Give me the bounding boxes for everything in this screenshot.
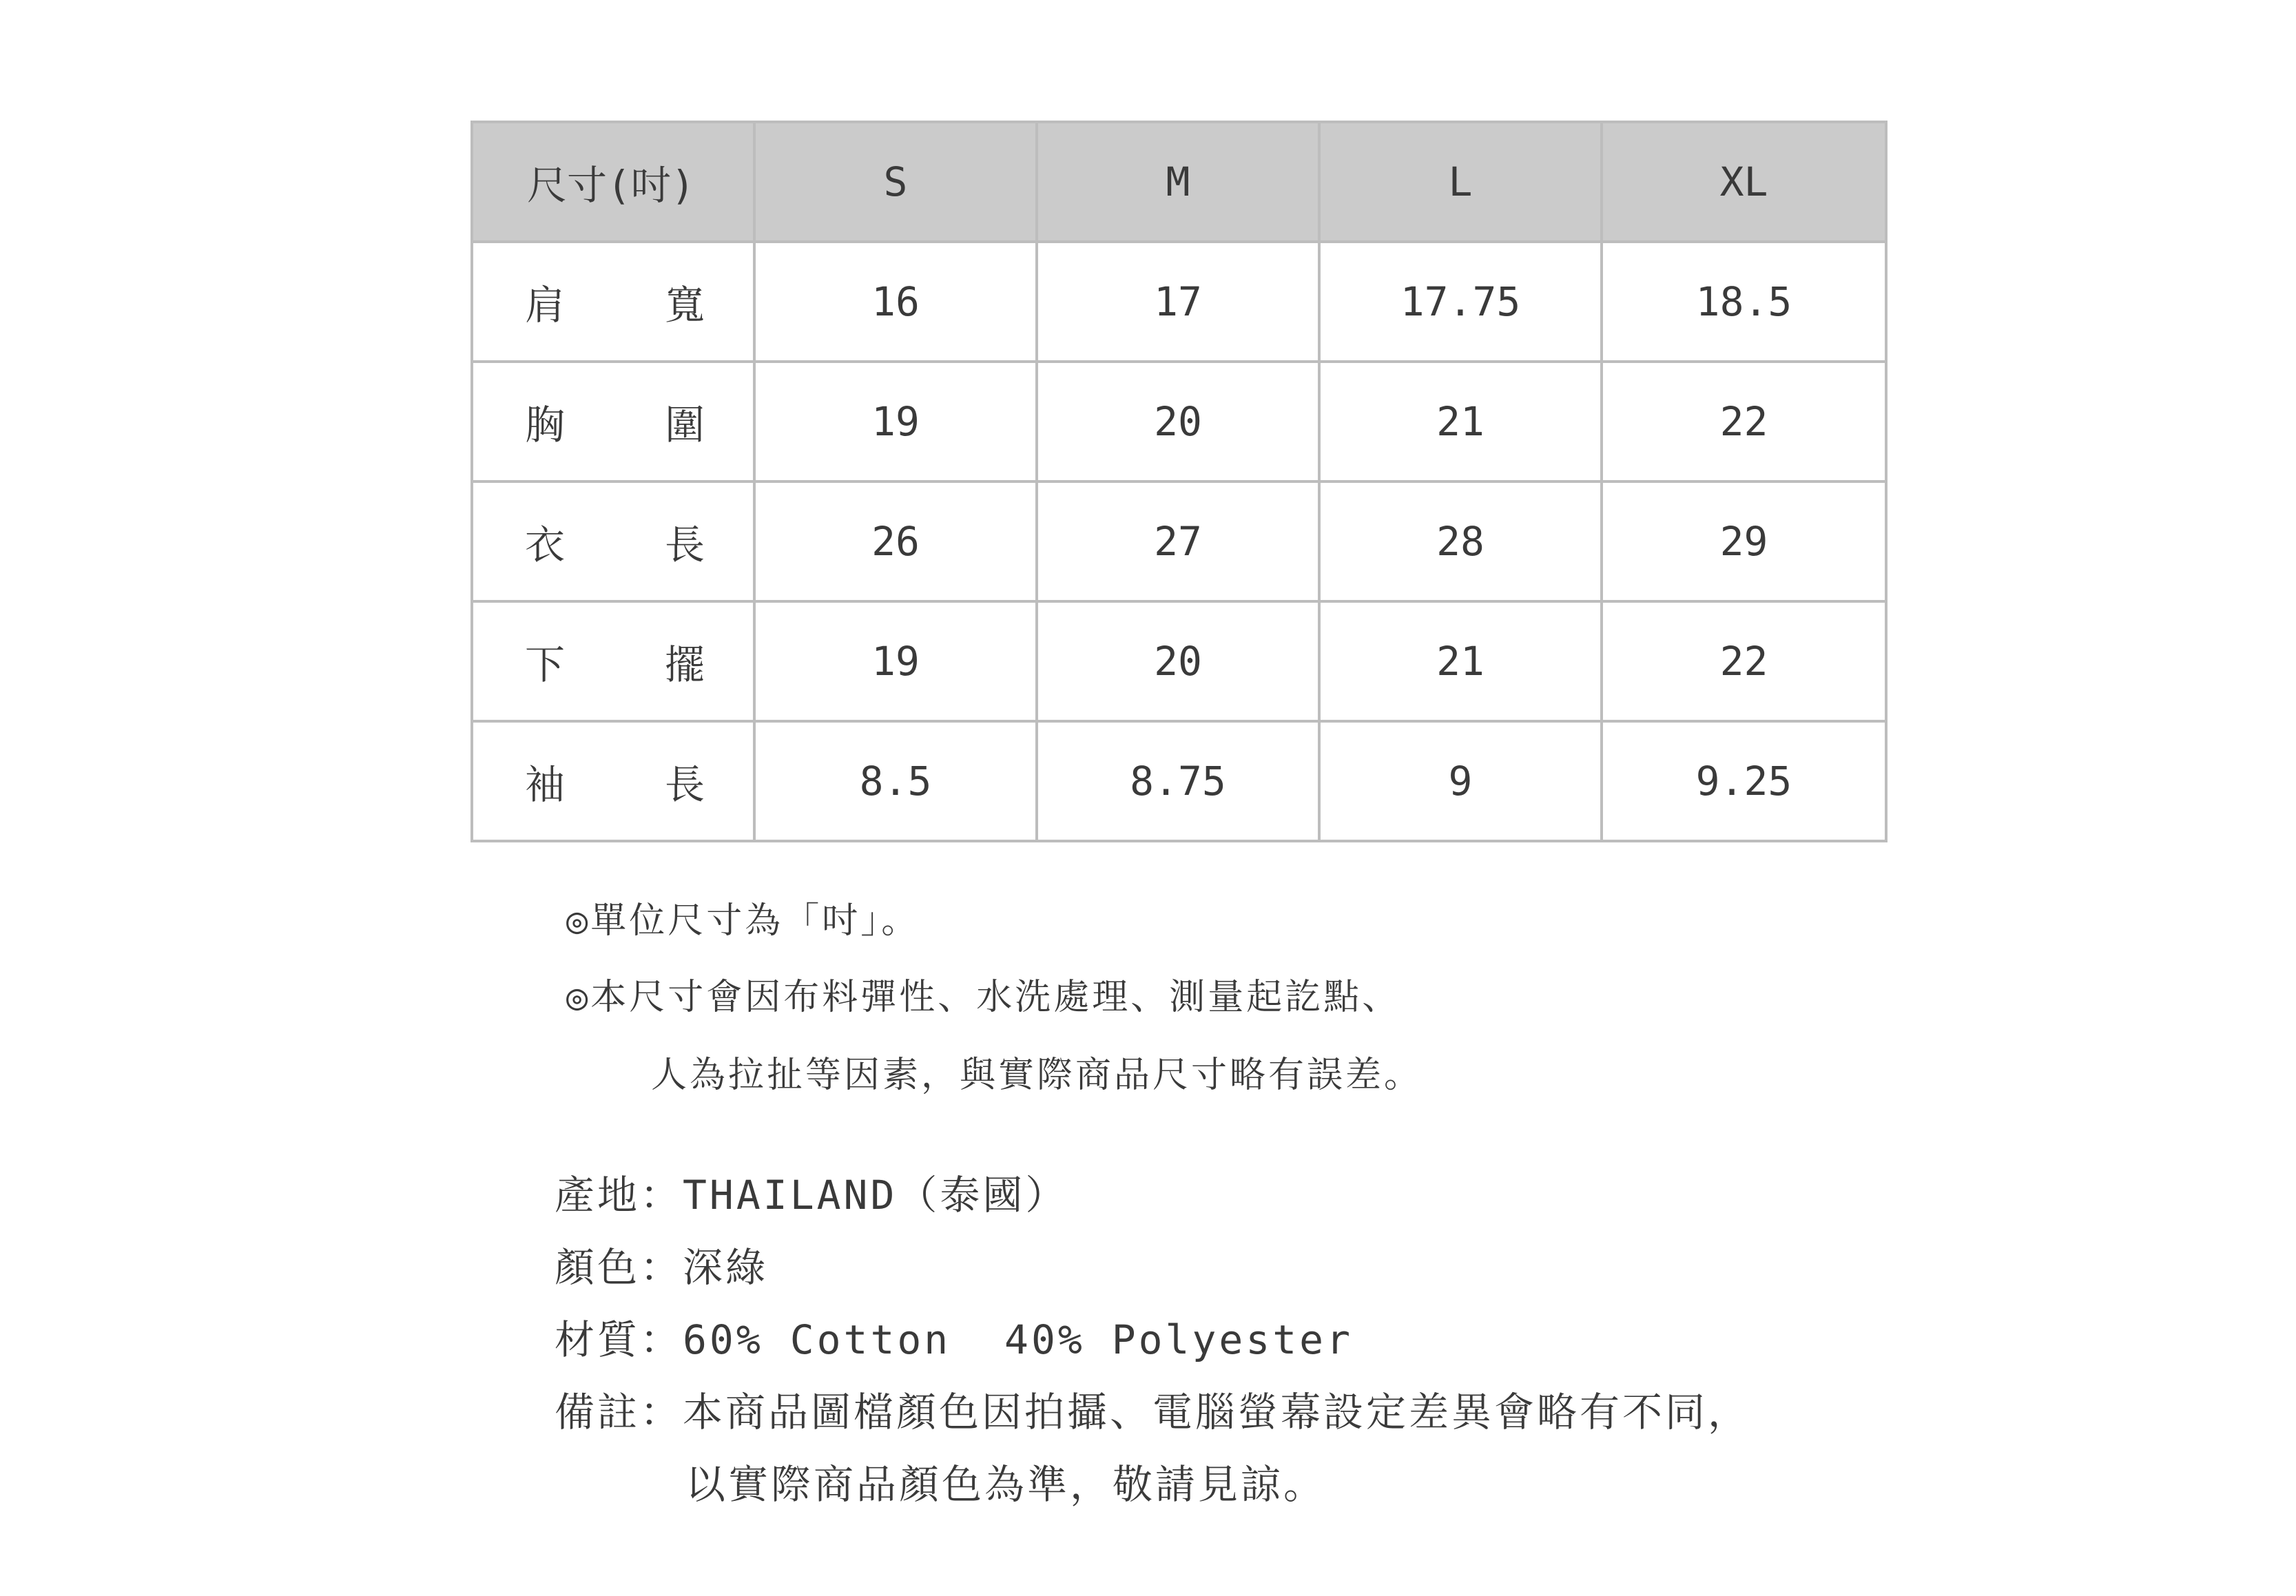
row-label-char-2: 寬 [665,282,705,329]
row-label-char-1: 袖 [525,761,566,808]
size-header-l: L [1319,122,1602,242]
table-cell: 19 [754,601,1037,721]
size-chart-table [470,121,1888,842]
row-label-char-1: 下 [525,641,566,688]
table-cell: 18.5 [1602,242,1886,362]
remark-line [555,1380,1750,1438]
table-cell: 9.25 [1602,721,1886,841]
table-row-body-length [472,481,1886,601]
size-header-s: S [754,122,1037,242]
color-label: 顏色： [555,1244,683,1291]
row-label-char-1: 胸 [525,402,566,448]
size-header-xl: XL [1602,122,1886,242]
row-label-char-2: 長 [665,521,705,568]
color-line [555,1235,768,1293]
row-label-char-2: 擺 [665,641,705,688]
table-cell: 9 [1319,721,1602,841]
row-label-body-length [472,481,754,601]
table-cell: 8.75 [1037,721,1319,841]
material-line [555,1307,1353,1365]
table-cell: 22 [1602,601,1886,721]
table-cell: 16 [754,242,1037,362]
table-cell: 22 [1602,362,1886,481]
material-label: 材質： [555,1316,683,1363]
table-row-shoulder-width [472,242,1886,362]
row-label-char-1: 肩 [525,282,566,329]
row-label-hem [472,601,754,721]
row-label-shoulder-width [472,242,754,362]
table-cell: 19 [754,362,1037,481]
row-label-char-1: 衣 [525,521,566,568]
size-chart-header-row [472,122,1886,242]
table-row-hem [472,601,1886,721]
table-cell: 29 [1602,481,1886,601]
origin-value: THAILAND（泰國） [683,1172,1068,1219]
variance-note-line2: 人為拉扯等因素，與實際商品尺寸略有誤差。 [651,1055,1423,1096]
table-cell: 28 [1319,481,1602,601]
table-row-sleeve-length [472,721,1886,841]
table-cell: 21 [1319,362,1602,481]
table-cell: 20 [1037,362,1319,481]
remark-label: 備註： [555,1389,683,1436]
table-cell: 17 [1037,242,1319,362]
remark-value-line1: 本商品圖檔顏色因拍攝、電腦螢幕設定差異會略有不同， [683,1389,1751,1436]
remark-value-line2: 以實際商品顏色為準，敬請見諒。 [685,1461,1327,1508]
size-header-label: 尺寸(吋) [472,122,754,242]
origin-line [555,1163,1068,1221]
material-value: 60% Cotton 40% Polyester [683,1316,1353,1363]
table-cell: 21 [1319,601,1602,721]
table-cell: 8.5 [754,721,1037,841]
row-label-char-2: 圍 [665,402,705,448]
size-header-m: M [1037,122,1319,242]
table-cell: 27 [1037,481,1319,601]
table-row-chest [472,362,1886,481]
row-label-char-2: 長 [665,761,705,808]
table-cell: 26 [754,481,1037,601]
table-cell: 17.75 [1319,242,1602,362]
row-label-sleeve-length [472,721,754,841]
table-cell: 20 [1037,601,1319,721]
unit-note: ◎單位尺寸為「吋」。 [566,900,920,942]
row-label-chest [472,362,754,481]
variance-note-line1: ◎本尺寸會因布料彈性、水洗處理、測量起訖點、 [566,977,1401,1018]
color-value: 深綠 [683,1244,769,1291]
origin-label: 產地： [555,1172,683,1219]
